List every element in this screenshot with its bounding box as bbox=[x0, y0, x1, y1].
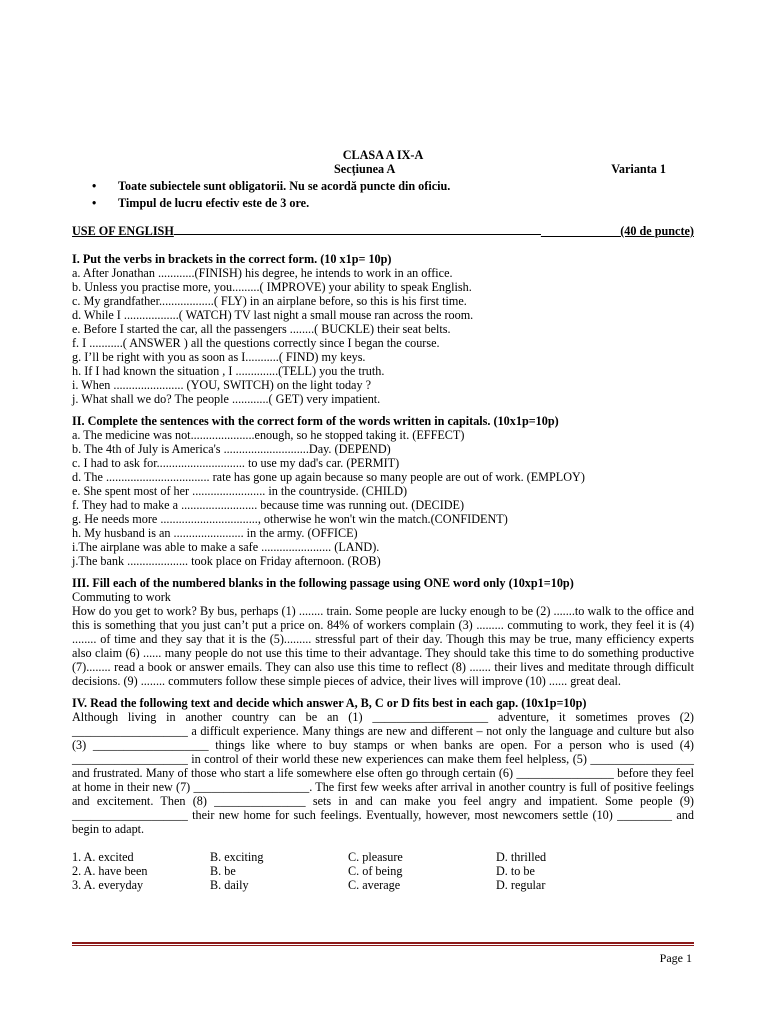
list-item: a. The medicine was not.....................enough, so he stopped taking it. (EFFECT) bbox=[72, 428, 465, 442]
rule-item: • Toate subiectele sunt obligatorii. Nu se acordă puncte din oficiu. bbox=[92, 179, 451, 193]
rules-list bbox=[72, 179, 694, 213]
option-cell: 2. A. have been bbox=[72, 864, 148, 878]
rule-item: • Timpul de lucru efectiv este de 3 ore. bbox=[92, 196, 310, 210]
option-cell: B. exciting bbox=[210, 850, 264, 864]
list-item: d. While I ..................( WATCH) TV last night a small mouse ran across the room. bbox=[72, 308, 474, 322]
list-item: i. When ....................... (YOU, SWITCH) on the light today ? bbox=[72, 378, 372, 392]
list-item: i.The airplane was able to make a safe ....................... (LAND). bbox=[72, 540, 380, 554]
options-grid bbox=[72, 850, 694, 892]
list-item: e. She spent most of her ........................ in the countryside. (CHILD) bbox=[72, 484, 408, 498]
points-label: _____________(40 de puncte) bbox=[540, 224, 694, 238]
list-item: h. If I had known the situation , I ..............(TELL) you the truth. bbox=[72, 364, 385, 378]
list-item: g. He needs more ................................, otherwise he won't win the match.(CONFIDENT) bbox=[72, 512, 508, 526]
page-number: Page 1 bbox=[659, 951, 692, 965]
passage-title: Commuting to work bbox=[72, 590, 171, 604]
list-item: c. I had to ask for............................. to use my dad's car. (PERMIT) bbox=[72, 456, 400, 470]
list-item: h. My husband is an ....................... in the army. (OFFICE) bbox=[72, 526, 358, 540]
part-4-heading: IV. Read the following text and decide which answer A, B, C or D fits best in each gap. (10x1p=10p) bbox=[72, 696, 587, 710]
part-1-heading: I. Put the verbs in brackets in the correct form. (10 x1p= 10p) bbox=[72, 252, 392, 266]
bullet-icon: • bbox=[92, 179, 97, 193]
footer-divider bbox=[72, 942, 694, 944]
option-cell: C. pleasure bbox=[348, 850, 403, 864]
option-cell: D. to be bbox=[496, 864, 535, 878]
option-cell: D. thrilled bbox=[496, 850, 547, 864]
option-cell: 1. A. excited bbox=[72, 850, 134, 864]
list-item: b. The 4th of July is America's ............................Day. (DEPEND) bbox=[72, 442, 391, 456]
option-cell: C. average bbox=[348, 878, 401, 892]
list-item: f. They had to make a ......................... because time was running out. (DECIDE) bbox=[72, 498, 465, 512]
footer-divider-thin bbox=[72, 945, 694, 946]
list-item: b. Unless you practise more, you.........( IMPROVE) your ability to speak English. bbox=[72, 280, 472, 294]
option-cell: B. be bbox=[210, 864, 236, 878]
list-item: d. The .................................. rate has gone up again because so many people are out of work. (EMPLOY) bbox=[72, 470, 585, 484]
use-of-english-heading bbox=[72, 224, 694, 244]
bullet-icon: • bbox=[92, 196, 97, 210]
part-4 bbox=[72, 696, 694, 892]
list-item: g. I’ll be right with you as soon as I...........( FIND) my keys. bbox=[72, 350, 366, 364]
variant-label: Varianta 1 bbox=[611, 162, 666, 176]
option-cell: D. regular bbox=[496, 878, 546, 892]
part-3 bbox=[72, 576, 694, 688]
section-variant-row bbox=[72, 162, 694, 179]
passage-text: How do you get to work? By bus, perhaps (1) ........ train. Some people are lucky enough to be (2) .......to walk to the office and this is something that you just can’t put a price on. 84% of workers complain (3) ......... commuting to work, they feel it is (4) ........ of time and they say that it is the (5)......... stressful part of their day. Though this may be true, many efficiency experts also claim (6) ...... many people do not use this time to their advantage. They should take this time to do something productive (7)........ read a book or answer emails. They can also use this time to reflect (8) ....... their lives and meditate through difficult decisions. (9) ........ commuters follow these simple pieces of advice, their lives will improve (10) ...... great deal. bbox=[72, 604, 694, 688]
list-item: f. I ...........( ANSWER ) all the questions correctly since I began the course. bbox=[72, 336, 440, 350]
option-cell: C. of being bbox=[348, 864, 403, 878]
list-item: j.The bank .................... took place on Friday afternoon. (ROB) bbox=[72, 554, 381, 568]
exam-content bbox=[72, 148, 694, 892]
option-cell: 3. A. everyday bbox=[72, 878, 144, 892]
section-label: Secțiunea A bbox=[334, 162, 396, 176]
part-2-heading: II. Complete the sentences with the correct form of the words written in capitals. (10x1p=10p) bbox=[72, 414, 559, 428]
part-1 bbox=[72, 252, 694, 406]
heading-rule bbox=[174, 234, 541, 235]
list-item: a. After Jonathan ............(FINISH) his degree, he intends to work in an office. bbox=[72, 266, 453, 280]
exam-title: CLASA A IX-A bbox=[342, 148, 424, 162]
option-cell: B. daily bbox=[210, 878, 249, 892]
list-item: j. What shall we do? The people ............( GET) very impatient. bbox=[72, 392, 381, 406]
part-2 bbox=[72, 414, 694, 568]
list-item: c. My grandfather..................( FLY) in an airplane before, so this is his first time. bbox=[72, 294, 467, 308]
use-of-english-label: USE OF ENGLISH bbox=[72, 224, 174, 238]
part-3-heading: III. Fill each of the numbered blanks in the following passage using ONE word only (10xp1=10p) bbox=[72, 576, 574, 590]
passage-text: Although living in another country can be an (1) ___________________ adventure, it sometimes proves (2) ___________________ a difficult experience. Many things are new and different – not only the language and culture but also (3) ___________________ things like where to buy stamps or when banks are open. For a person who is used (4) ___________________ in control of their world these new experiences can make them feel helpless, (5) _________________ and frustrated. Many of those who start a life somewhere else often go through certain (6) ________________ before they feel at home in their new (7) ___________________. The first few weeks after arrival in another country is full of positive feelings and excitement. Then (8) _______________ sets in and can make you feel angry and impatient. Some people (9) ___________________ their new home for such feelings. Eventually, however, most newcomers settle (10) _________ and begin to adapt. bbox=[72, 710, 694, 836]
list-item: e. Before I started the car, all the passengers ........( BUCKLE) their seat belts. bbox=[72, 322, 451, 336]
